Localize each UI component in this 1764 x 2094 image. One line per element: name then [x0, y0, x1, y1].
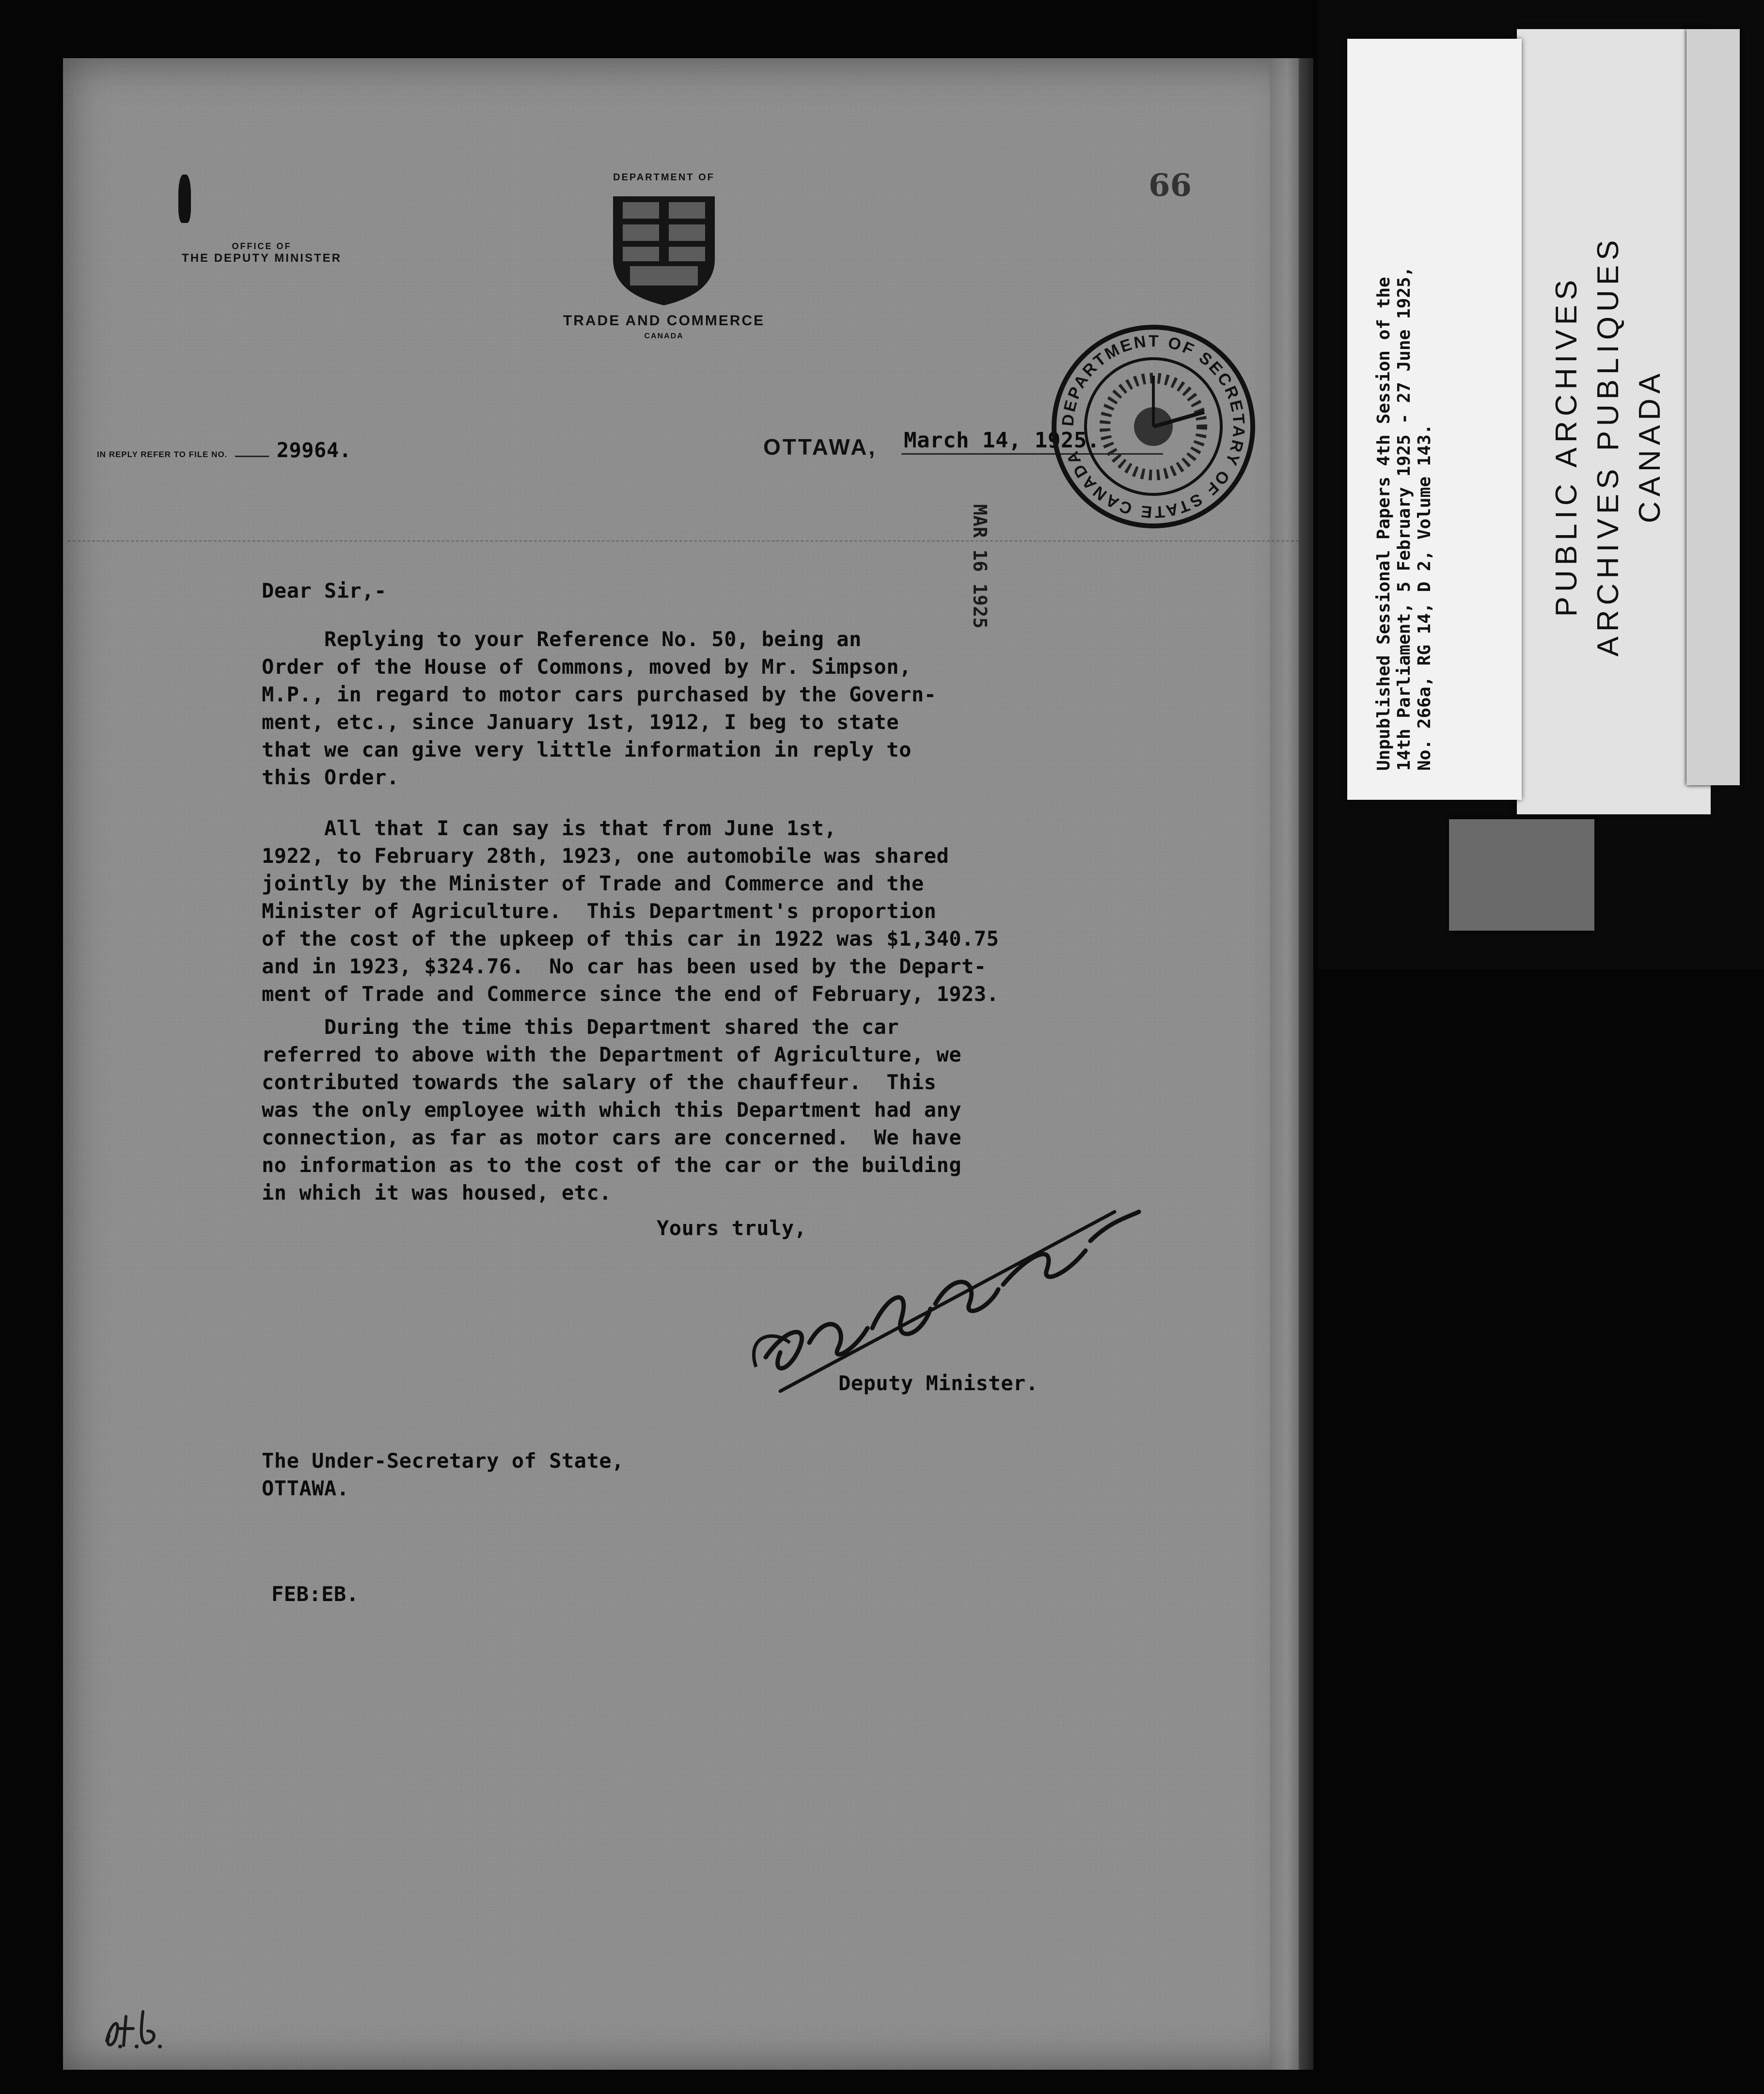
received-date-stamp: MAR 16 1925	[969, 504, 991, 629]
paragraph-line: 1922, to February 28th, 1923, one automobile was shared	[262, 844, 949, 868]
stamp-ring-text: DEPARTMENT OF SECRETARY OF STATE CANADA	[1058, 332, 1248, 522]
typist-initials: FEB:EB.	[271, 1582, 359, 1606]
citation-line3: No. 266a, RG 14, D 2, Volume 143.	[1415, 424, 1434, 771]
paragraph-line: Order of the House of Commons, moved by Mr. Simpson,	[262, 655, 912, 679]
paper-fold-line	[68, 540, 1299, 541]
card-fragment	[1449, 819, 1594, 931]
paragraph-2	[262, 814, 999, 1008]
paragraph-3	[262, 1013, 961, 1206]
archives-line3: CANADA	[1633, 368, 1667, 524]
dept-country: CANADA	[644, 332, 684, 340]
office-heading	[136, 241, 388, 265]
addressee-block	[262, 1447, 624, 1502]
margin-handwritten-initials	[97, 2002, 174, 2055]
paragraph-line: contributed towards the salary of the chauffeur. This	[262, 1070, 937, 1094]
paragraph-line: was the only employee with which this Department had any	[262, 1098, 962, 1122]
paragraph-line: this Order.	[262, 765, 399, 789]
office-line1: OFFICE OF	[232, 241, 292, 251]
closing: Yours truly,	[657, 1216, 807, 1240]
paragraph-line: in which it was housed, etc.	[262, 1181, 612, 1205]
paragraph-line: connection, as far as motor cars are concerned. We have	[262, 1126, 962, 1149]
file-reference	[97, 436, 351, 464]
file-ref-underline	[235, 456, 269, 457]
paragraph-line: of the cost of the upkeep of this car in 1922 was $1,340.75	[262, 927, 999, 951]
card-strip	[1686, 29, 1740, 785]
addressee-line2: OTTAWA.	[262, 1476, 349, 1500]
paragraph-line: referred to above with the Department of Agriculture, we	[262, 1043, 962, 1066]
paragraph-line: no information as to the cost of the car or the building	[262, 1153, 962, 1177]
paragraph-1	[262, 625, 936, 791]
archives-line1: PUBLIC ARCHIVES	[1550, 275, 1583, 617]
file-ref-number: 29964.	[276, 438, 352, 462]
dept-name: TRADE AND COMMERCE	[563, 313, 765, 329]
office-line2: THE DEPUTY MINISTER	[182, 252, 342, 265]
coat-of-arms-crest	[608, 191, 720, 308]
paragraph-line: Replying to your Reference No. 50, being an	[262, 627, 862, 651]
addressee-line1: The Under-Secretary of State,	[262, 1449, 624, 1473]
secretary-of-state-stamp	[1049, 322, 1258, 531]
paragraph-line: ment, etc., since January 1st, 1912, I beg to state	[262, 710, 899, 734]
citation-text	[1374, 267, 1435, 771]
file-ref-label: IN REPLY REFER TO FILE NO.	[97, 450, 228, 459]
archives-line2: ARCHIVES PUBLIQUES	[1591, 235, 1625, 657]
signer-title: Deputy Minister.	[838, 1371, 1039, 1395]
paragraph-line: All that I can say is that from June 1st,	[262, 816, 837, 840]
paragraph-line: jointly by the Minister of Trade and Commerce and the	[262, 872, 924, 895]
paragraph-line: M.P., in regard to motor cars purchased by the Govern-	[262, 682, 937, 706]
letter-date: March 14, 1925.	[904, 428, 1100, 453]
dept-top-label: DEPARTMENT OF	[613, 172, 715, 183]
paragraph-line: ment of Trade and Commerce since the end of February, 1923.	[262, 982, 999, 1006]
paragraph-line: that we can give very little information in reply to	[262, 738, 912, 761]
citation-line2: 14th Parliament, 5 February 1925 - 27 June 1925,	[1394, 266, 1414, 771]
salutation: Dear Sir,-	[262, 579, 387, 603]
ink-mark	[178, 174, 191, 223]
city-label: OTTAWA,	[763, 434, 877, 460]
citation-line1: Unpublished Sessional Papers 4th Session of the	[1374, 277, 1394, 771]
paragraph-line: and in 1923, $324.76. No car has been used by the Depart-	[262, 954, 987, 978]
paragraph-line: Minister of Agriculture. This Department's proportion	[262, 899, 937, 923]
folio-number: 66	[1149, 167, 1192, 204]
public-archives-text	[1546, 204, 1671, 688]
sheet-edge-shadow	[1270, 58, 1313, 2070]
paragraph-line: During the time this Department shared the car	[262, 1015, 899, 1039]
